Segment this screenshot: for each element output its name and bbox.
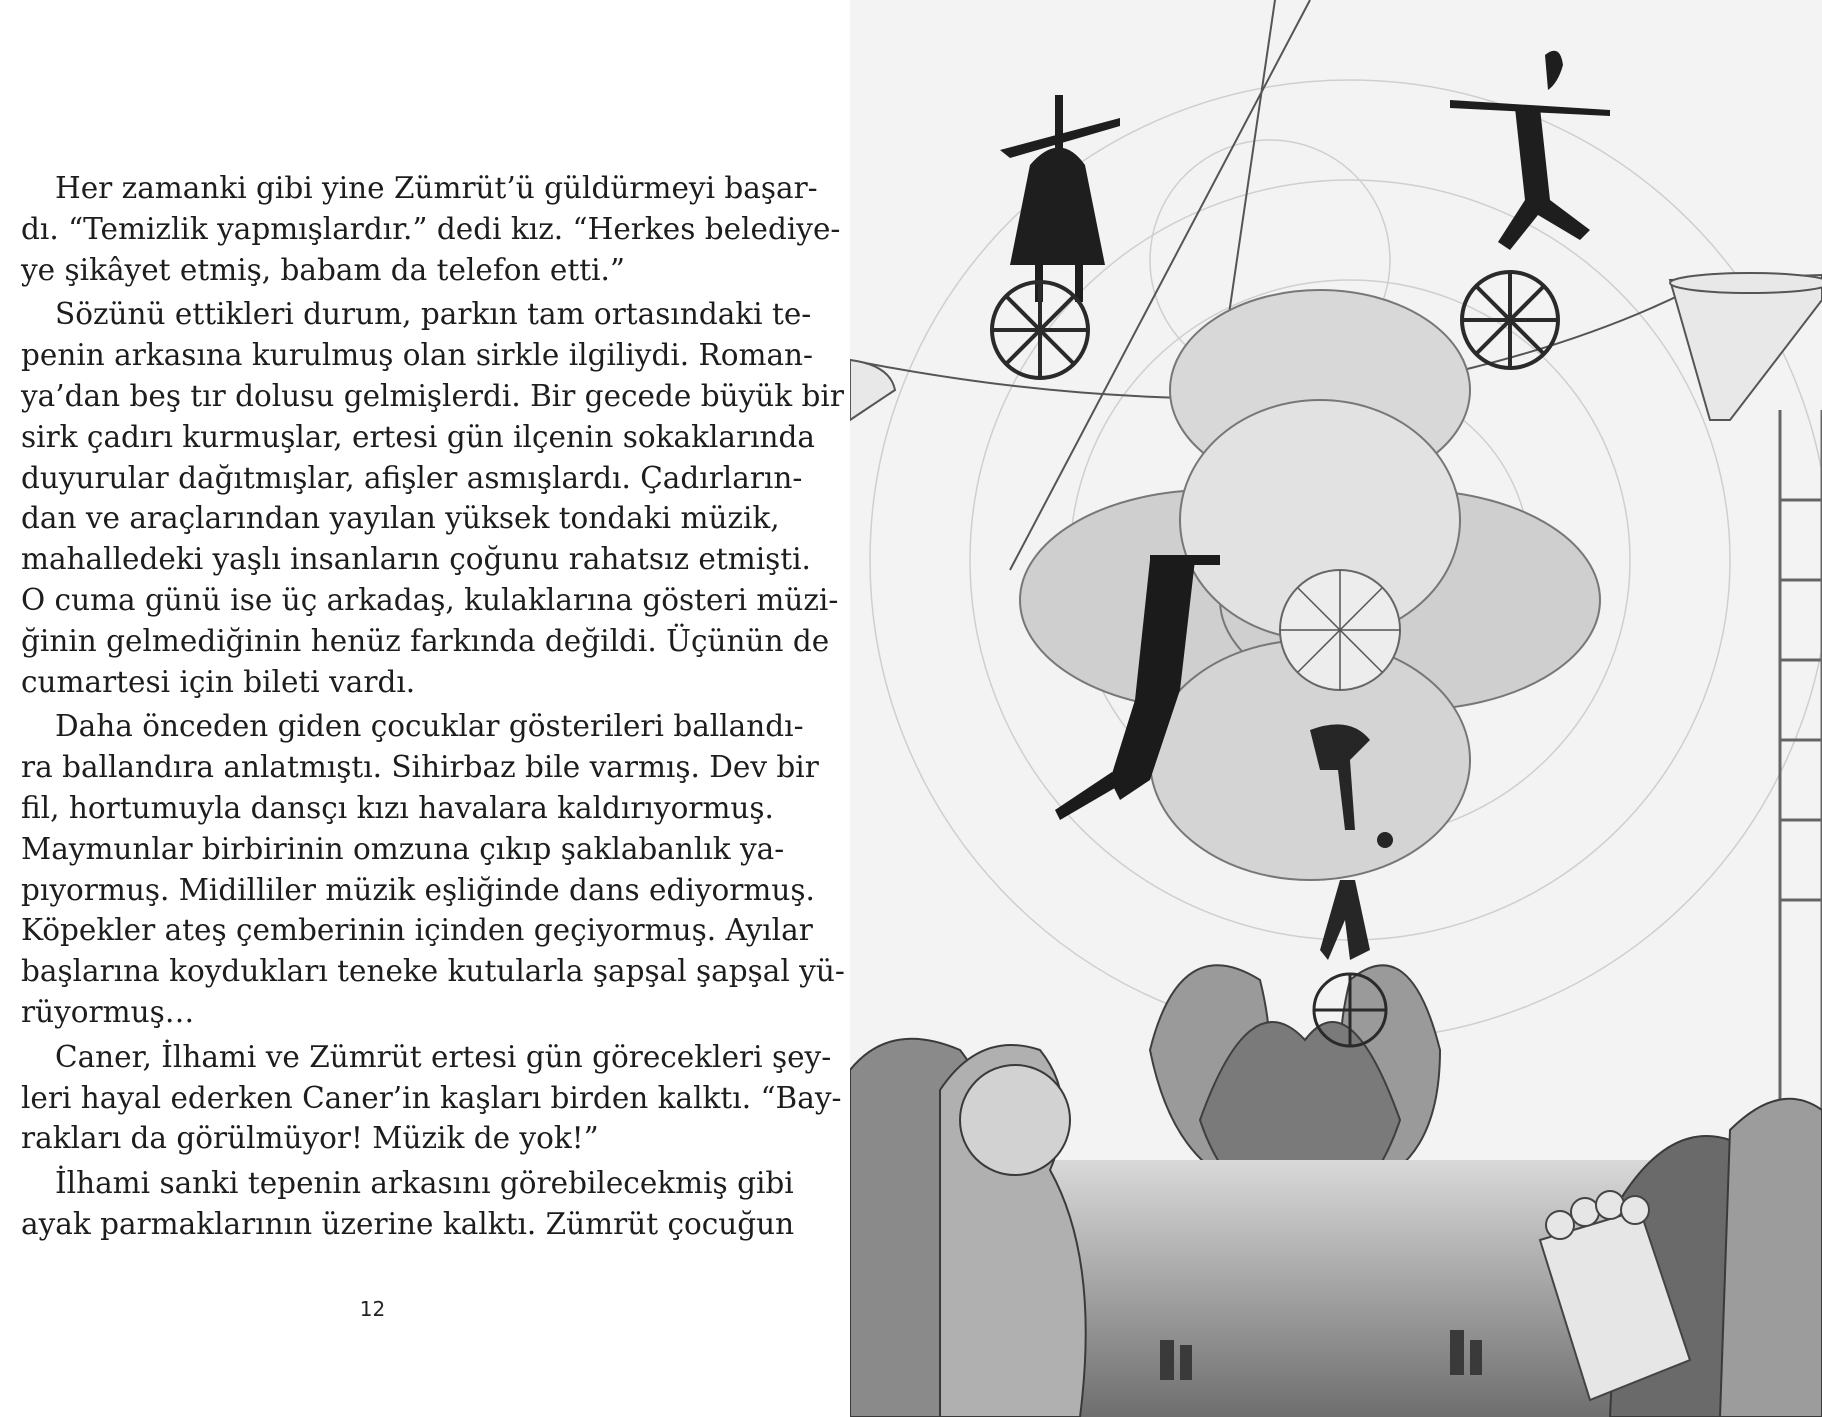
- paragraph-1: [21, 168, 841, 290]
- text-line: cumartesi için bileti vardı.: [21, 664, 416, 699]
- text-line: dı. “Temizlik yapmışlardır.” dedi kız. “Herkes belediye-: [21, 211, 841, 246]
- paragraph-2: [21, 294, 844, 702]
- text-line: O cuma günü ise üç arkadaş, kulaklarına gösteri müzi-: [21, 582, 839, 617]
- text-line: İlhami sanki tepenin arkasını görebilecekmiş gibi: [55, 1166, 794, 1201]
- text-line: Daha önceden giden çocuklar gösterileri ballandı-: [55, 709, 804, 744]
- text-line: rüyormuş…: [21, 994, 195, 1029]
- text-line: Sözünü ettikleri durum, parkın tam ortasındaki te-: [55, 297, 812, 332]
- text-line: duyurular dağıtmışlar, afişler asmışlardı. Çadırların-: [21, 460, 803, 495]
- text-line: dan ve araçlarından yayılan yüksek tondaki müzik,: [21, 501, 780, 536]
- left-page: [0, 0, 850, 1417]
- paragraph-5: [21, 1163, 795, 1245]
- text-line: ra ballandıra anlatmıştı. Sihirbaz bile varmış. Dev bir: [21, 750, 819, 785]
- text-line: başlarına koydukları teneke kutularla şapşal şapşal yü-: [21, 954, 845, 989]
- paragraph-3: [21, 706, 845, 1032]
- text-line: ya’dan beş tır dolusu gelmişlerdi. Bir gecede büyük bir: [21, 378, 844, 413]
- text-line: rakları da görülmüyor! Müzik de yok!”: [21, 1121, 599, 1156]
- text-line: mahalledeki yaşlı insanların çoğunu rahatsız etmişti.: [21, 542, 811, 577]
- text-line: ğinin gelmediğinin henüz farkında değildi. Üçünün de: [21, 623, 830, 658]
- paragraph-4: [21, 1037, 842, 1159]
- body-text: [21, 168, 845, 1249]
- text-line: fil, hortumuyla dansçı kızı havalara kaldırıyormuş.: [21, 790, 774, 825]
- text-line: Maymunlar birbirinin omzuna çıkıp şaklabanlık ya-: [21, 831, 785, 866]
- text-line: pıyormuş. Midilliler müzik eşliğinde dans ediyormuş.: [21, 872, 815, 907]
- text-line: penin arkasına kurulmuş olan sirkle ilgiliydi. Roman-: [21, 338, 814, 373]
- circus-illustration: [850, 0, 1822, 1417]
- text-line: Köpekler ateş çemberinin içinden geçiyormuş. Ayılar: [21, 913, 813, 948]
- text-line: sirk çadırı kurmuşlar, ertesi gün ilçenin sokaklarında: [21, 419, 816, 454]
- text-line: Caner, İlhami ve Zümrüt ertesi gün görecekleri şey-: [55, 1039, 832, 1074]
- text-line: leri hayal ederken Caner’in kaşları birden kalktı. “Bay-: [21, 1080, 842, 1115]
- text-line: ayak parmaklarının üzerine kalktı. Zümrüt çocuğun: [21, 1206, 795, 1241]
- page-number: 12: [359, 1297, 386, 1321]
- text-line: Her zamanki gibi yine Zümrüt’ü güldürmeyi başar-: [55, 171, 818, 205]
- illustration-artwork: [850, 0, 1822, 1417]
- text-line: ye şikâyet etmiş, babam da telefon etti.”: [21, 252, 625, 287]
